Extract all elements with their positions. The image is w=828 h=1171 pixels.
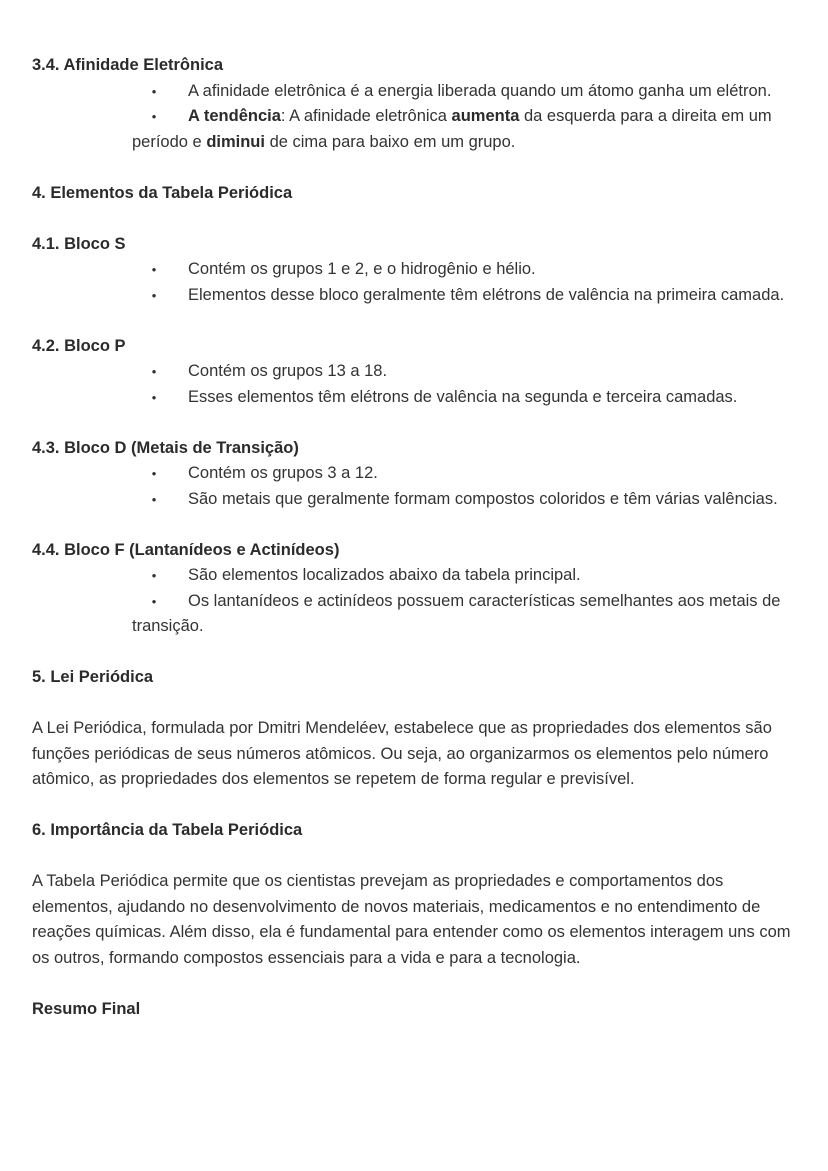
bullet-list-4-2	[32, 359, 802, 410]
spacer	[32, 206, 802, 232]
section-heading-4-2: 4.2. Bloco P	[32, 336, 126, 355]
bullet-icon: •	[151, 262, 157, 277]
list-item	[132, 257, 802, 283]
bullet-icon: •	[151, 466, 157, 481]
section-heading-6: 6. Importância da Tabela Periódica	[32, 821, 303, 839]
list-item	[132, 104, 802, 155]
section-heading-4-4: 4.4. Bloco F (Lantanídeos e Actinídeos)	[32, 540, 340, 559]
section-heading-4-1: 4.1. Bloco S	[32, 234, 126, 253]
spacer	[32, 512, 802, 538]
bullet-icon: •	[151, 593, 157, 609]
spacer	[32, 410, 802, 436]
bullet-icon: •	[151, 389, 157, 405]
spacer	[32, 691, 802, 717]
list-item-text: Contém os grupos 3 a 12.	[188, 464, 378, 482]
bullet-icon: •	[151, 364, 157, 379]
paragraph-lei-periodica: A Lei Periódica, formulada por Dmitri Mendeléev, estabelece que as propriedades dos elementos são funções periódicas de seus números atômicos. Ou seja, ao organizarmos os elementos pelo número atômico, as propriedades dos elementos se repetem de forma regular e previsível.	[32, 719, 772, 788]
list-item	[132, 283, 802, 309]
list-item-text: Contém os grupos 13 a 18.	[188, 362, 388, 380]
bullet-icon: •	[151, 83, 157, 99]
section-heading-5: 5. Lei Periódica	[32, 668, 154, 686]
bullet-icon: •	[151, 491, 157, 507]
section-heading-3-4: 3.4. Afinidade Eletrônica	[32, 56, 224, 74]
bullet-list-4-1	[32, 257, 802, 308]
list-item-text: São elementos localizados abaixo da tabela principal.	[188, 566, 581, 584]
section-heading-resumo: Resumo Final	[32, 999, 141, 1018]
spacer	[32, 155, 802, 181]
list-item-text: A afinidade eletrônica é a energia liberada quando um átomo ganha um elétron.	[188, 81, 772, 100]
bullet-icon: •	[151, 287, 157, 303]
bullet-list-4-4	[32, 563, 802, 640]
list-item-text: Esses elementos têm elétrons de valência na segunda e terceira camadas.	[188, 387, 738, 406]
list-item	[132, 589, 802, 640]
spacer	[32, 793, 802, 819]
bold-term: aumenta	[451, 107, 520, 125]
section-heading-4-3: 4.3. Bloco D (Metais de Transição)	[32, 438, 299, 457]
spacer	[32, 308, 802, 334]
list-item	[132, 385, 802, 411]
list-item-text: Elementos desse bloco geralmente têm elétrons de valência na primeira camada.	[188, 285, 785, 304]
document-body	[32, 53, 802, 1022]
list-item-text: Contém os grupos 1 e 2, e o hidrogênio e hélio.	[188, 260, 536, 278]
bullet-list-3-4	[32, 79, 802, 156]
paragraph-importancia: A Tabela Periódica permite que os cientistas prevejam as propriedades e comportamentos dos elementos, ajudando no desenvolvimento de novos materiais, medicamentos e no entendimento de reações químicas. Além disso, ela é fundamental para entender como os elementos interagem uns com os outros, formando compostos essenciais para a vida e para a tecnologia.	[32, 872, 791, 967]
list-item-text: de cima para baixo em um grupo.	[264, 132, 516, 151]
section-heading-4: 4. Elementos da Tabela Periódica	[32, 183, 293, 202]
bold-term: A tendência	[188, 107, 281, 125]
list-item-text: São metais que geralmente formam compostos coloridos e têm várias valências.	[188, 489, 778, 508]
list-item-text: da esquerda para a direita em um período e	[132, 107, 772, 151]
list-item	[132, 461, 802, 487]
spacer	[32, 640, 802, 666]
list-item-text: : A afinidade eletrônica	[280, 107, 452, 125]
bullet-icon: •	[151, 109, 157, 124]
list-item	[132, 359, 802, 385]
bullet-icon: •	[151, 568, 157, 583]
list-item	[132, 563, 802, 589]
spacer	[32, 844, 802, 870]
spacer	[32, 971, 802, 997]
list-item	[132, 79, 802, 105]
list-item	[132, 487, 802, 513]
list-item-text: Os lantanídeos e actinídeos possuem características semelhantes aos metais de transição.	[132, 591, 781, 635]
bullet-list-4-3	[32, 461, 802, 512]
bold-term: diminui	[206, 132, 265, 151]
